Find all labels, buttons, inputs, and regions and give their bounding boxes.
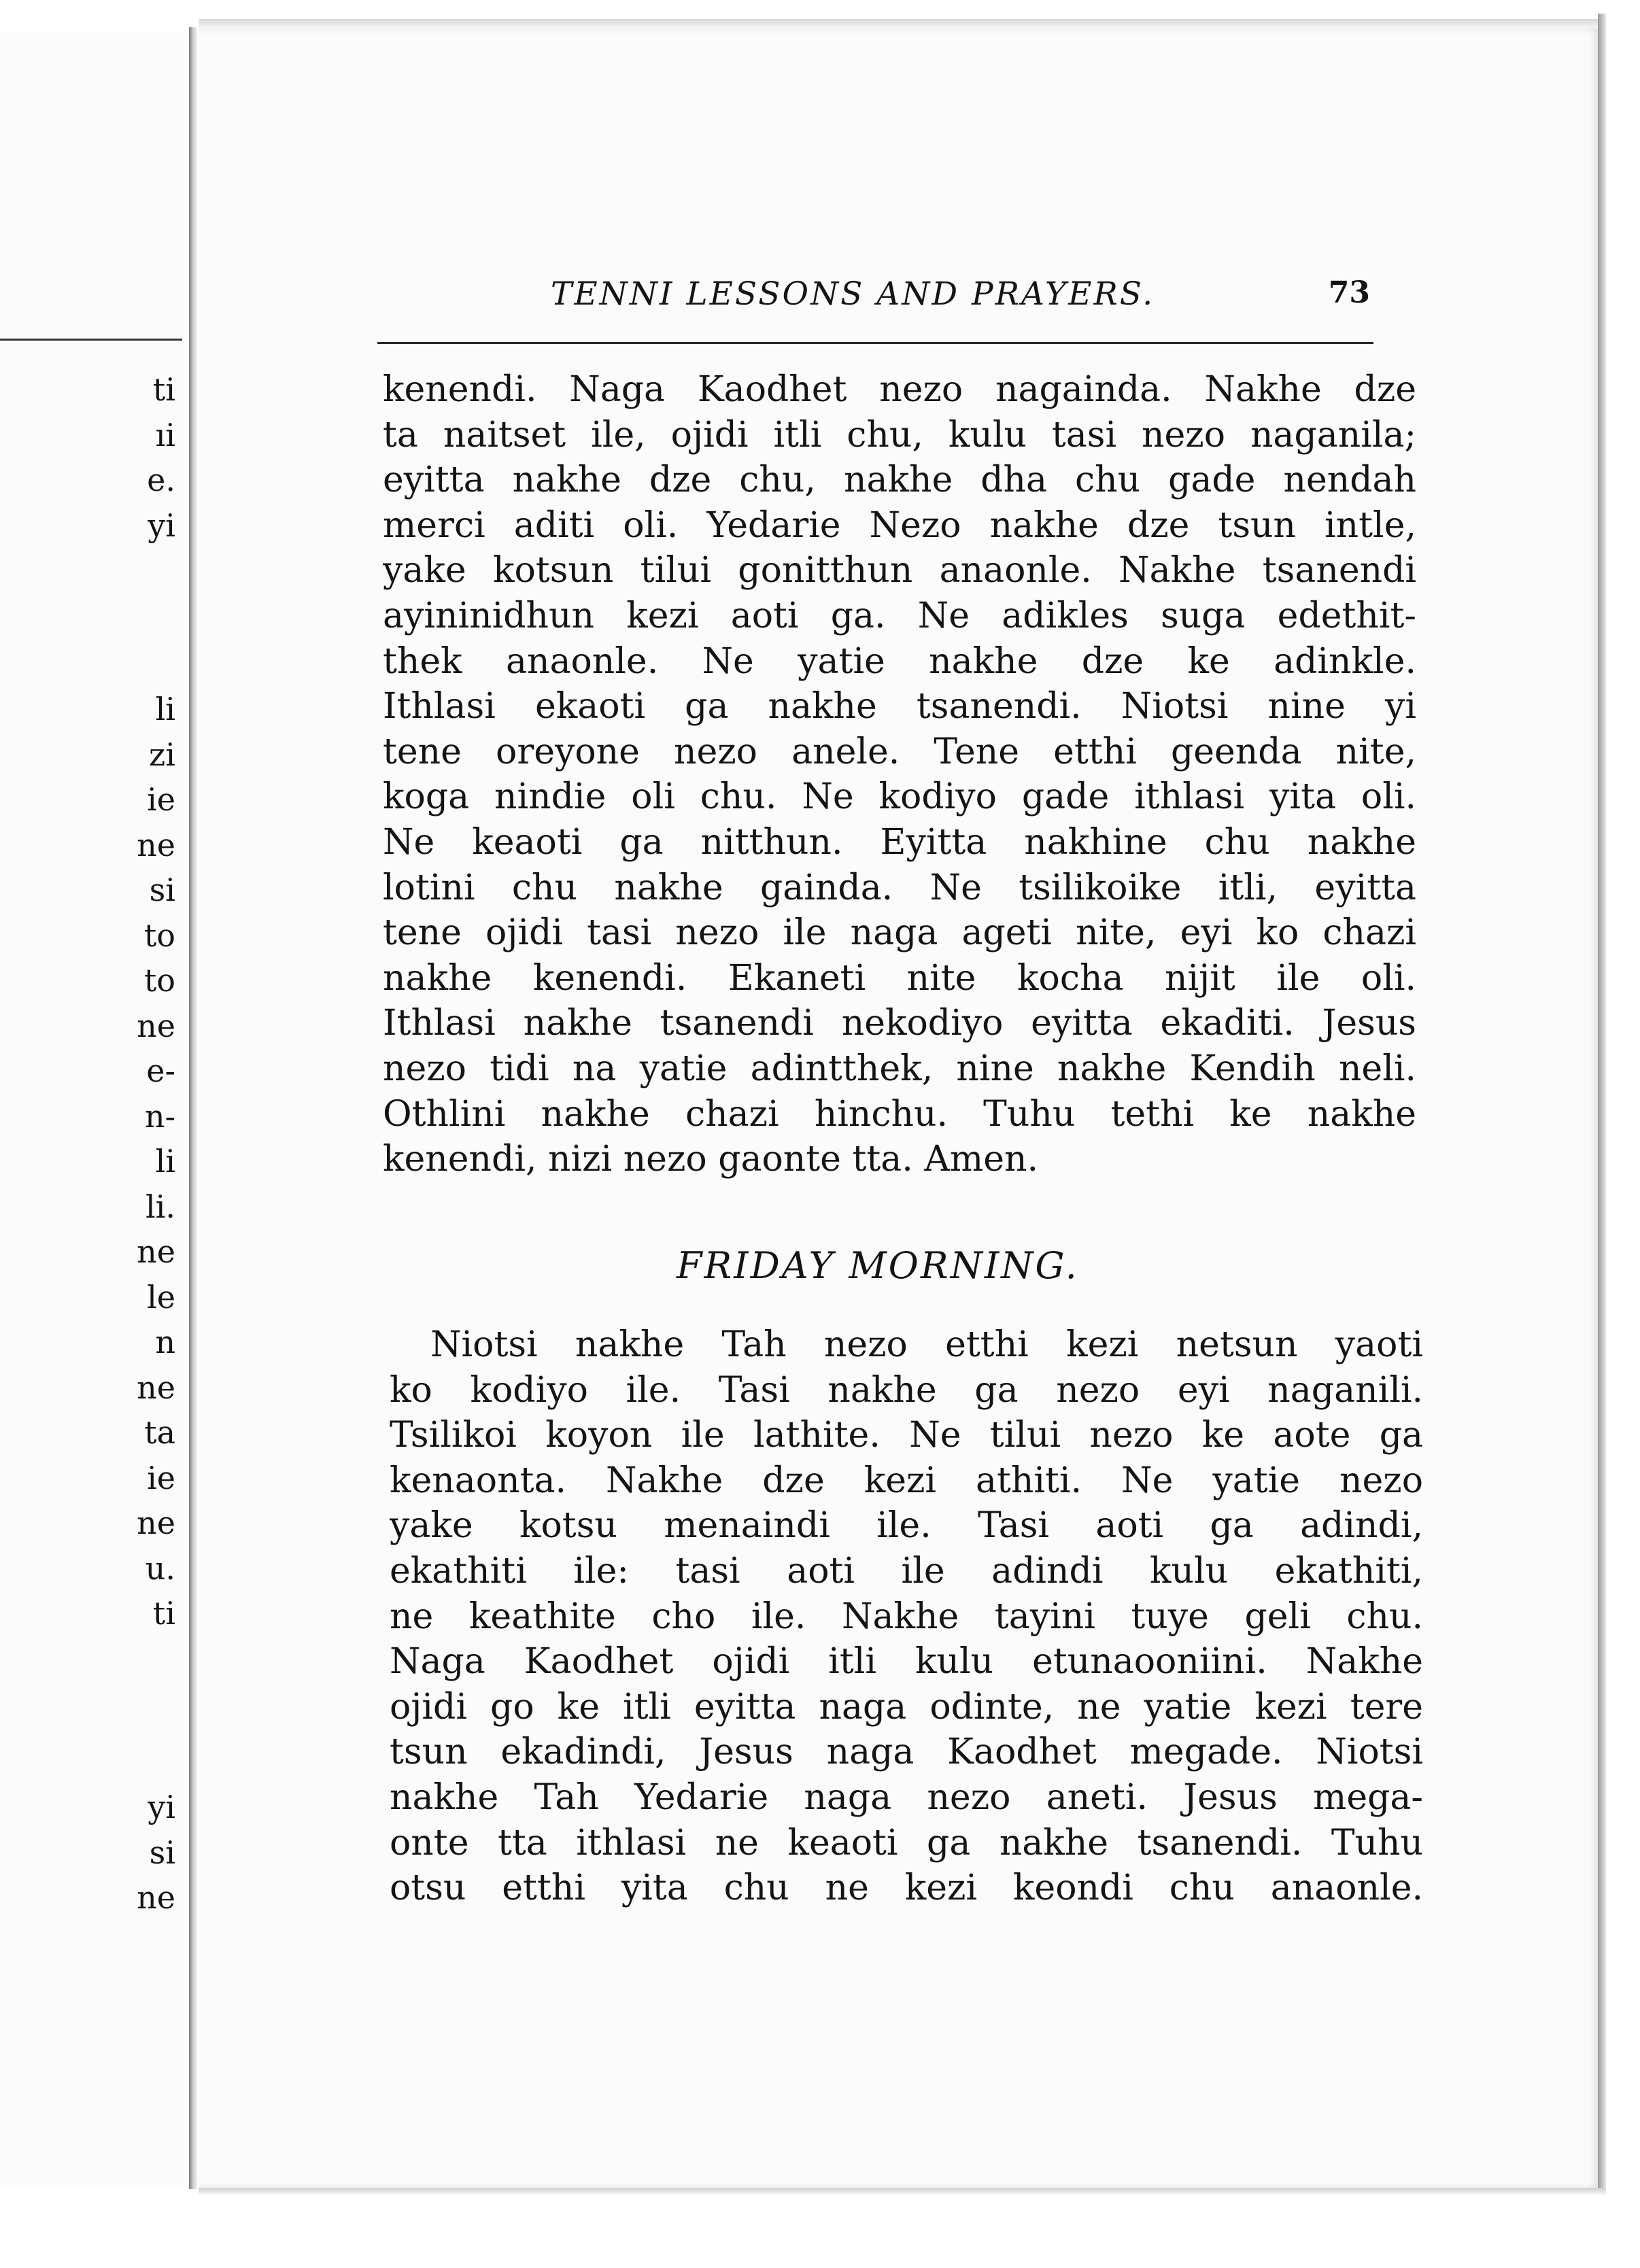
fragment-line: ne [137, 1369, 175, 1406]
fragment-line: ne [137, 826, 175, 863]
previous-page-fragment-1 [0, 367, 184, 548]
text-line: thek anaonle. Ne yatie nakhe dze ke adinkle. [383, 640, 1416, 682]
page-number: 73 [1328, 275, 1370, 310]
fragment-line: ti [152, 1595, 175, 1632]
fragment-line: li [155, 691, 175, 727]
text-line: Ithlasi nakhe tsanendi nekodiyo eyitta ekaditi. Jesus [383, 1003, 1416, 1044]
fragment-line: ne [137, 1233, 175, 1270]
text-line: yake kotsun tilui gonitthun anaonle. Nakhe tsanendi [383, 550, 1416, 591]
fragment-line: yi [148, 506, 175, 544]
text-line: kenaonta. Nakhe dze kezi athiti. Ne yatie nezo [390, 1460, 1423, 1501]
text-line: Othlini nakhe chazi hinchu. Tuhu tethi ke nakhe [383, 1093, 1416, 1135]
text-line: nakhe Tah Yedarie naga nezo aneti. Jesus mega- [390, 1776, 1423, 1818]
book-gutter [189, 27, 197, 2189]
text-line: lotini chu nakhe gainda. Ne tsilikoike itli, eyitta [383, 867, 1416, 908]
text-line: tsun ekadindi, Jesus naga Kaodhet megade. Niotsi [390, 1732, 1423, 1773]
section-heading: FRIDAY MORNING. [677, 1244, 1079, 1287]
fragment-line: li. [145, 1188, 175, 1225]
fragment-line: zi [149, 736, 175, 773]
fragment-line: ne [137, 1505, 175, 1541]
page-edge-bottom [199, 2188, 1606, 2196]
text-line: koga nindie oli chu. Ne kodiyo gade ithlasi yita oli. [383, 776, 1416, 818]
previous-page-rule [0, 339, 182, 341]
text-line: ekathiti ile: tasi aoti ile adindi kulu ekathiti, [390, 1550, 1423, 1592]
text-line: tene oreyone nezo anele. Tene etthi geenda nite, [383, 731, 1416, 772]
text-line: Ne keaoti ga nitthun. Eyitta nakhine chu nakhe [383, 821, 1416, 863]
previous-page-fragment-3 [0, 1785, 184, 1921]
text-line: ko kodiyo ile. Tasi nakhe ga nezo eyi naganili. [390, 1369, 1423, 1411]
page-edge-right [1598, 14, 1606, 2189]
text-line: yake kotsu menaindi ile. Tasi aoti ga adindi, [390, 1505, 1423, 1547]
fragment-line: si [149, 872, 175, 908]
text-line: otsu etthi yita chu ne kezi keondi chu anaonle. [390, 1868, 1423, 1909]
previous-page-fragment-2 [0, 687, 184, 1636]
paragraph-1 [383, 367, 1416, 1182]
fragment-line: ie [147, 1459, 175, 1496]
text-line: kenendi. Naga Kaodhet nezo nagainda. Nakhe dze [383, 369, 1416, 410]
page-edge-top [199, 19, 1606, 29]
text-line: ojidi go ke itli eyitta naga odinte, ne yatie kezi tere [390, 1686, 1423, 1728]
fragment-line: e- [146, 1052, 175, 1089]
fragment-line: yi [148, 1789, 175, 1825]
fragment-line: le [147, 1278, 175, 1316]
fragment-line: ne [137, 1879, 175, 1916]
fragment-line: ne [137, 1007, 175, 1044]
fragment-line: ti [152, 371, 175, 408]
text-line: onte tta ithlasi ne keaoti ga nakhe tsanendi. Tuhu [390, 1822, 1423, 1863]
fragment-line: e. [147, 462, 175, 498]
fragment-line: n [155, 1324, 175, 1360]
text-line: Tsilikoi koyon ile lathite. Ne tilui nezo ke aote ga [390, 1415, 1423, 1456]
fragment-line: ie [147, 781, 175, 818]
fragment-line: to [143, 962, 175, 999]
text-line: tene ojidi tasi nezo ile naga ageti nite, eyi ko chazi [383, 912, 1416, 954]
text-line: ne keathite cho ile. Nakhe tayini tuye geli chu. [390, 1596, 1423, 1637]
text-line: ta naitset ile, ojidi itli chu, kulu tasi nezo naganila; [383, 414, 1416, 456]
text-line: Niotsi nakhe Tah nezo etthi kezi netsun yaoti [430, 1324, 1423, 1365]
running-title: TENNI LESSONS AND PRAYERS. [551, 275, 1155, 313]
fragment-line: li [155, 1143, 175, 1180]
text-line: nakhe kenendi. Ekaneti nite kocha nijit ile oli. [383, 957, 1416, 999]
fragment-line: ıi [155, 416, 175, 453]
fragment-line: to [143, 916, 175, 954]
text-line: merci aditi oli. Yedarie Nezo nakhe dze tsun intle, [383, 504, 1416, 546]
text-line: eyitta nakhe dze chu, nakhe dha chu gade nendah [383, 460, 1416, 501]
text-line: Ithlasi ekaoti ga nakhe tsanendi. Niotsi nine yi [383, 686, 1416, 727]
text-line: nezo tidi na yatie adintthek, nine nakhe Kendih neli. [383, 1048, 1416, 1089]
fragment-line: ta [144, 1414, 175, 1451]
fragment-line: n- [144, 1097, 175, 1135]
fragment-line: u. [145, 1549, 175, 1587]
running-head [551, 275, 1370, 313]
header-rule [377, 342, 1373, 344]
fragment-line: si [149, 1834, 175, 1871]
text-line: kenendi, nizi nezo gaonte tta. Amen. [383, 1139, 1038, 1180]
paragraph-2 [390, 1322, 1423, 1911]
text-line: Naga Kaodhet ojidi itli kulu etunaooniini. Nakhe [390, 1641, 1423, 1683]
text-line: ayininidhun kezi aoti ga. Ne adikles suga edethit- [383, 595, 1416, 636]
